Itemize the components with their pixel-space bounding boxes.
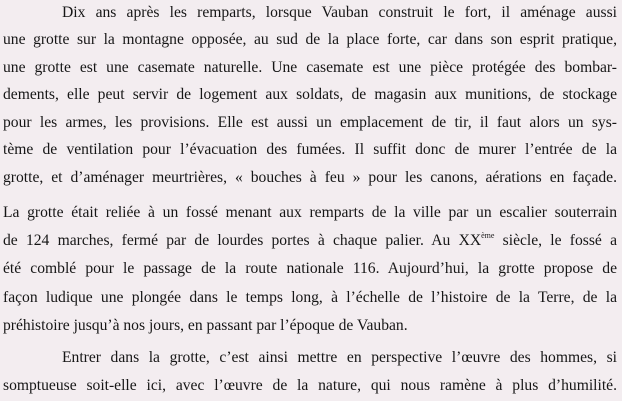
text-line: pour les armes, les provisions. Elle est aussi un emplacement de tir, il faut alors un sys- — [3, 114, 617, 131]
text-line-part: siècle, le fossé a — [494, 232, 617, 249]
text-line: été comblé pour le passage de la route nationale 116. Aujourd’hui, la grotte propose de — [3, 260, 617, 277]
text-line: préhistoire jusqu’à nos jours, en passant par l’époque de Vauban. — [3, 317, 408, 334]
text-line: dements, elle peut servir de logement aux soldats, de magasin aux munitions, de stockage — [3, 86, 617, 103]
text-line: somptueuse soit-elle ici, avec l’œuvre de la nature, qui nous ramène à plus d’humilité. — [3, 377, 617, 394]
text-line: La grotte était reliée à un fossé menant aux remparts de la ville par un escalier souterrain — [3, 204, 617, 221]
text-line: tème de ventilation pour l’évacuation des fumées. Il suffit donc de murer l’entrée de la — [3, 141, 617, 158]
text-line: Dix ans après les remparts, lorsque Vauban construit le fort, il aménage aussi — [62, 4, 617, 21]
text-line: grotte, et d’aménager meurtrières, « bouches à feu » pour les canons, aérations en façade. — [3, 169, 617, 186]
superscript-ordinal: ème — [481, 231, 495, 240]
text-line — [3, 232, 617, 249]
text-line: Entrer dans la grotte, c’est ainsi mettre en perspective l’œuvre des hommes, si — [62, 349, 617, 366]
text-line: une grotte est une casemate naturelle. Une casemate est une pièce protégée des bombar- — [3, 59, 617, 76]
text-line: une grotte sur la montagne opposée, au sud de la place forte, car dans son esprit pratique, — [3, 31, 617, 48]
text-line-part: de 124 marches, fermé par de lourdes portes à chaque palier. Au XX — [3, 232, 482, 249]
text-line: façon ludique une plongée dans le temps long, à l’échelle de l’histoire de la Terre, de la — [3, 289, 617, 306]
